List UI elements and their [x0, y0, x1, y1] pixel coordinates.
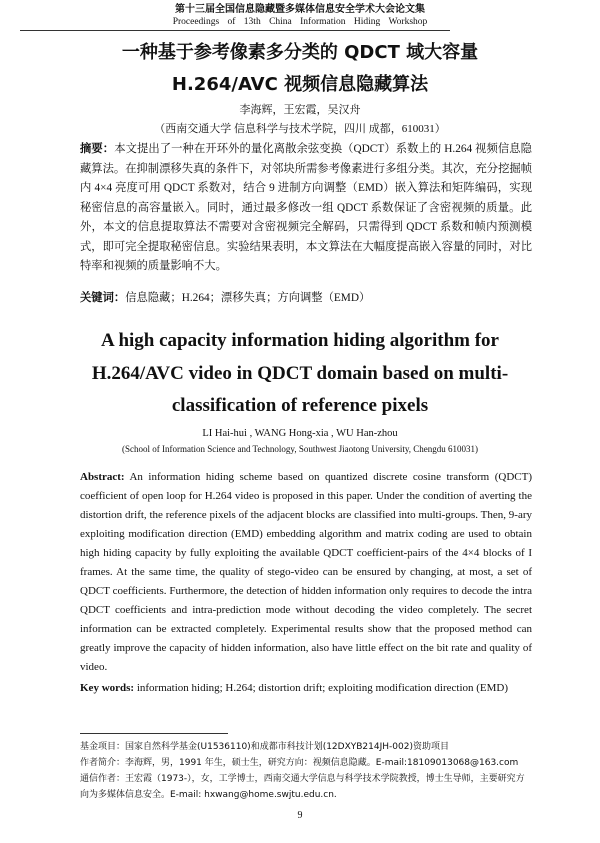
keywords-en-label: Key words:: [80, 681, 135, 694]
running-header-en: Proceedings of 13th China Information Hiding Workshop: [172, 17, 428, 27]
abstract-en-text: An information hiding scheme based on quantized discrete cosine transform (QDCT) coefficient of open loop for H.264 video is proposed in this paper. Under the condition of averting the distortion drift, the reference pixels of the adjacent blocks are classified into multi-groups. Then, 9-ary exploiting modification direction (EMD) embedding algorithm and matrix coding are used to obtain high hiding capacity by fully exploiting the available QDCT coefficient-pairs of the 4×4 blocks of I frames. At the same time, the quality of stego-video can be ensured by changing, at most, a set of QDCT coefficients. Furthermore, the detection of hidden information only requires to decode the intra QDCT coefficients and intra-prediction mode without decoding the video completely. The secret information can be extracted completely. Experimental results show that the proposed method can greatly improve the capacity of hidden information, also have little effect on the bit rate and quality of video.: [80, 470, 532, 674]
footnote-funding: 基金项目：国家自然科学基金(U1536110)和成都市科技计划(12DXYB214JH-002)资助项目: [80, 741, 449, 752]
footnote-author-bio: 作者简介：李海辉，男，1991 年生，硕士生，研究方向：视频信息隐藏。E-mail:18109013068@163.com: [80, 757, 519, 768]
header-rule: [20, 30, 450, 31]
keywords-en-text: information hiding; H.264; distortion drift; exploiting modification direction (EMD): [134, 681, 509, 694]
abstract-en-label: Abstract:: [80, 470, 125, 483]
affiliation-en: (School of Information Science and Technology, Southwest Jiaotong University, Chengdu 610031): [122, 443, 478, 454]
title-en-line1: A high capacity information hiding algorithm for: [101, 329, 499, 351]
keywords-cn-text: 信息隐藏；H.264；漂移失真；方向调整（EMD）: [125, 291, 371, 304]
title-en-line3: classification of reference pixels: [171, 394, 429, 416]
footnotes: [80, 739, 532, 803]
title-cn-line2: H.264/AVC 视频信息隐藏算法: [171, 74, 429, 95]
affiliation-cn: （西南交通大学 信息科学与技术学院，四川 成都，610031）: [154, 123, 446, 135]
title-cn-line1: 一种基于参考像素多分类的 QDCT 域大容量: [121, 42, 479, 63]
authors-cn: 李海辉，王宏霞，吴汉舟: [239, 104, 361, 116]
footnote-corresponding-author: 通信作者：王宏霞（1973-），女，工学博士，西南交通大学信息与科学技术学院教授，博士生导师，主要研究方向为多媒体信息安全。E-mail: hxwang@home.swjtu.edu.cn.: [80, 773, 525, 800]
abstract-cn-text: 本文提出了一种在开环外的量化离散余弦变换（QDCT）系数上的 H.264 视频信息隐藏算法。在抑制漂移失真的条件下，对邻块所需参考像素进行多组分类。其次，充分挖掘帧内 4×4 亮度可用 QDCT 系数对，结合 9 进制方向调整（EMD）嵌入算法和矩阵编码，实现秘密信息的高容量嵌入。同时，通过最多修改一组 QDCT 系数保证了含密视频的质量。此外，本文的信息提取算法不需要对含密视频完全解码，只需得到 QDCT 系数和帧内预测模式，即可完全提取秘密信息。实验结果表明，本文算法在大幅度提高嵌入容量的同时，对比特率和视频的质量影响不大。: [80, 143, 532, 272]
abstract-cn-label: 摘要：: [80, 143, 115, 155]
running-header-cn: 第十三届全国信息隐藏暨多媒体信息安全学术大会论文集: [175, 4, 425, 15]
page-number: 9: [297, 809, 303, 821]
keywords-cn-label: 关键词：: [80, 291, 126, 304]
keywords-en: [80, 680, 532, 697]
abstract-en: [80, 468, 532, 678]
footnote-rule: [80, 733, 228, 734]
authors-en: LI Hai-hui , WANG Hong-xia , WU Han-zhou: [202, 427, 398, 439]
abstract-cn: [80, 140, 532, 277]
keywords-cn: [80, 289, 532, 307]
title-en-line2: H.264/AVC video in QDCT domain based on multi-: [91, 362, 509, 384]
